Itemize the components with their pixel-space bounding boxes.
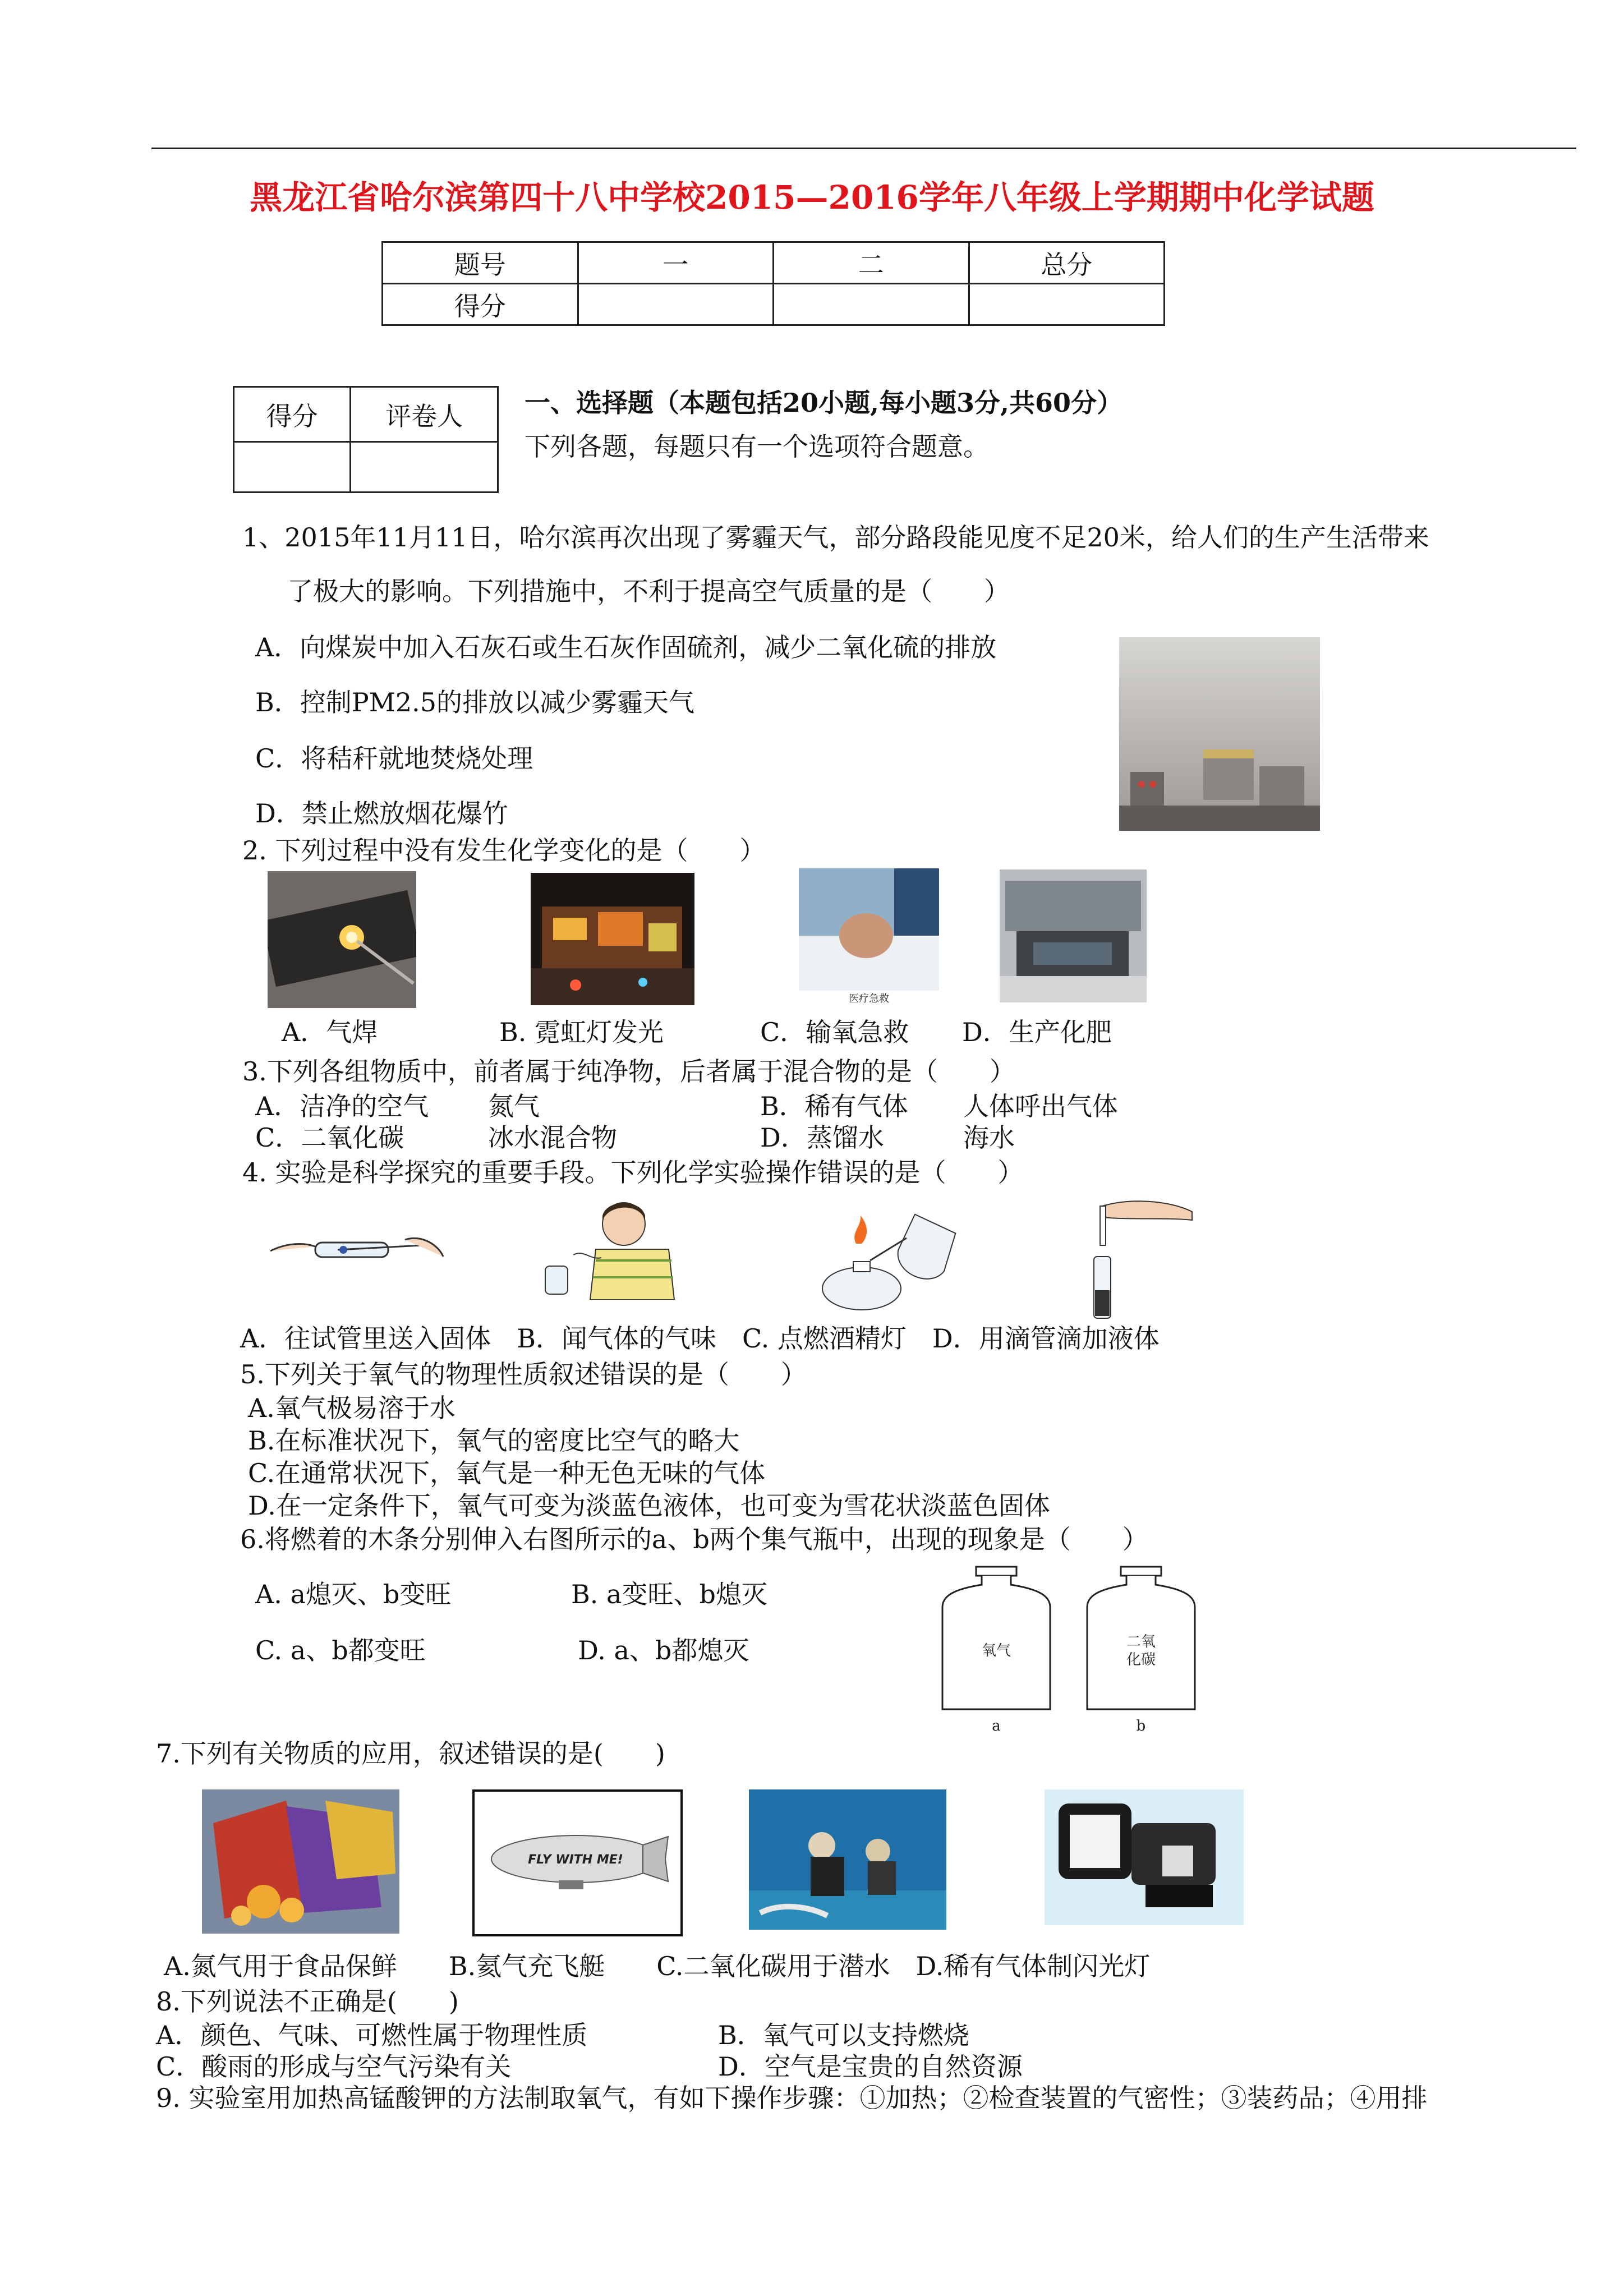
q5-stem: 5.下列关于氧气的物理性质叙述错误的是（ ） bbox=[240, 1359, 807, 1389]
q3-stem: 3.下列各组物质中，前者属于纯净物，后者属于混合物的是（ ） bbox=[242, 1056, 1015, 1087]
q1-option-b: B．控制PM2.5的排放以减少雾霾天气 bbox=[255, 687, 695, 717]
q1-option-a: A．向煤炭中加入石灰石或生石灰作固硫剂，减少二氧化硫的排放 bbox=[255, 632, 997, 662]
q8-option-d: D．空气是宝贵的自然资源 bbox=[718, 2051, 1023, 2082]
blimp-text: FLY WITH ME! bbox=[528, 1853, 623, 1867]
q1-option-d: D．禁止燃放烟花爆竹 bbox=[255, 798, 508, 829]
q8-stem: 8.下列说法不正确是( ) bbox=[156, 1986, 459, 2017]
q8-option-b: B．氧气可以支持燃烧 bbox=[718, 2020, 969, 2050]
q6-option-d: D. a、b都熄灭 bbox=[578, 1635, 749, 1665]
q6-option-c: C. a、b都变旺 bbox=[255, 1635, 426, 1665]
q5-option-c: C.在通常状况下，氧气是一种无色无味的气体 bbox=[248, 1458, 766, 1488]
q3-option-a-first: A．洁净的空气 bbox=[255, 1091, 429, 1121]
q3-option-c-second: 冰水混合物 bbox=[488, 1122, 617, 1153]
jar-a-tag: a bbox=[992, 1718, 1001, 1734]
q8-option-a: A．颜色、气味、可燃性属于物理性质 bbox=[156, 2020, 588, 2050]
q7-options: A.氮气用于食品保鲜 B.氦气充飞艇 C.二氧化碳用于潜水 D.稀有气体制闪光灯 bbox=[164, 1951, 1151, 1981]
section1-heading: 一、选择题（本题包括20小题,每小题3分,共60分） bbox=[525, 388, 1123, 418]
q5-option-b: B.在标准状况下，氧气的密度比空气的略大 bbox=[248, 1425, 740, 1456]
grader-name-cell[interactable] bbox=[351, 442, 498, 493]
blimp-photo bbox=[472, 1789, 683, 1936]
q2-option-d: D．生产化肥 bbox=[962, 1017, 1112, 1047]
q2-stem: 2. 下列过程中没有发生化学变化的是（ ） bbox=[242, 835, 766, 866]
section1-instruction: 下列各题，每题只有一个选项符合题意。 bbox=[525, 431, 989, 462]
page-title: 黑龙江省哈尔滨第四十八中学校2015—2016学年八年级上学期期中化学试题 bbox=[250, 178, 1374, 217]
top-rule bbox=[151, 148, 1576, 149]
q4-options: A．往试管里送入固体 B．闻气体的气味 C. 点燃酒精灯 D．用滴管滴加液体 bbox=[240, 1323, 1160, 1354]
gas-jars-diagram bbox=[931, 1562, 1200, 1736]
fertilizer-factory-photo bbox=[1000, 869, 1147, 1002]
q9-stem: 9. 实验室用加热高锰酸钾的方法制取氧气，有如下操作步骤：①加热；②检查装置的气密性；③装药品；④用排 bbox=[156, 2083, 1428, 2113]
q3-option-d-first: D．蒸馏水 bbox=[760, 1122, 884, 1153]
q6-option-b: B. a变旺、b熄灭 bbox=[571, 1579, 767, 1609]
q8-option-c: C．酸雨的形成与空气污染有关 bbox=[156, 2051, 512, 2082]
q3-option-a-second: 氮气 bbox=[488, 1091, 540, 1121]
score-header-number: 题号 bbox=[383, 242, 578, 284]
score-table bbox=[381, 241, 1165, 326]
score-row-label: 得分 bbox=[383, 284, 578, 325]
score-header-part1: 一 bbox=[578, 242, 774, 284]
light-alcohol-lamp-drawing bbox=[817, 1199, 960, 1314]
score-header-part2: 二 bbox=[774, 242, 969, 284]
neon-lights-photo bbox=[531, 873, 694, 1005]
q1-stem-line2: 了极大的影响。下列措施中，不利于提高空气质量的是（ ） bbox=[287, 576, 1010, 606]
q5-option-a: A.氧气极易溶于水 bbox=[248, 1393, 456, 1423]
grader-score-cell[interactable] bbox=[234, 442, 351, 493]
q6-stem: 6.将燃着的木条分别伸入右图所示的a、b两个集气瓶中，出现的现象是（ ） bbox=[240, 1524, 1148, 1554]
score-cell-part1[interactable] bbox=[578, 284, 774, 325]
scuba-diving-photo bbox=[749, 1789, 946, 1930]
q1-stem-line1: 1、2015年11月11日，哈尔滨再次出现了雾霾天气，部分路段能见度不足20米，给人们的生产生活带来 bbox=[242, 522, 1429, 553]
q3-option-b-second: 人体呼出气体 bbox=[963, 1091, 1118, 1121]
smell-gas-drawing bbox=[523, 1199, 691, 1300]
q2-option-b: B. 霓虹灯发光 bbox=[499, 1017, 664, 1047]
dropper-drawing bbox=[1080, 1195, 1195, 1321]
q3-option-c-first: C．二氧化碳 bbox=[255, 1122, 404, 1153]
grader-score-label: 得分 bbox=[234, 387, 351, 442]
q5-option-d: D.在一定条件下，氧气可变为淡蓝色液体，也可变为雪花状淡蓝色固体 bbox=[248, 1490, 1050, 1521]
q6-option-a: A. a熄灭、b变旺 bbox=[255, 1579, 452, 1609]
snack-packaging-photo bbox=[202, 1789, 399, 1934]
jar-a-label: 氧气 bbox=[981, 1642, 1011, 1659]
q3-option-b-first: B．稀有气体 bbox=[760, 1091, 908, 1121]
q1-option-c: C．将秸秆就地焚烧处理 bbox=[255, 743, 533, 774]
gas-welding-photo bbox=[268, 871, 416, 1008]
jar-b-label-line2: 化碳 bbox=[1126, 1651, 1156, 1668]
q3-option-d-second: 海水 bbox=[963, 1122, 1015, 1153]
jar-a bbox=[942, 1567, 1050, 1734]
jar-b-tag: b bbox=[1136, 1718, 1146, 1734]
q7-stem: 7.下列有关物质的应用，叙述错误的是( ) bbox=[156, 1738, 665, 1769]
score-cell-total[interactable] bbox=[969, 284, 1165, 325]
q2-option-a: A．气焊 bbox=[282, 1017, 378, 1047]
score-cell-part2[interactable] bbox=[774, 284, 969, 325]
test-tube-solid-drawing bbox=[265, 1212, 447, 1287]
grader-table bbox=[233, 386, 499, 493]
photo-caption: 医疗急救 bbox=[849, 993, 889, 1005]
flash-lamp-photo bbox=[1045, 1789, 1244, 1925]
q2-option-c: C．输氧急救 bbox=[760, 1017, 909, 1047]
jar-b-label-line1: 二氧 bbox=[1126, 1634, 1156, 1650]
q4-stem: 4. 实验是科学探究的重要手段。下列化学实验操作错误的是（ ） bbox=[242, 1157, 1024, 1188]
grader-name-label: 评卷人 bbox=[351, 387, 498, 442]
jar-b bbox=[1087, 1567, 1195, 1734]
score-header-total: 总分 bbox=[969, 242, 1165, 284]
oxygen-therapy-photo bbox=[799, 868, 939, 1006]
smog-traffic-photo bbox=[1119, 637, 1320, 831]
